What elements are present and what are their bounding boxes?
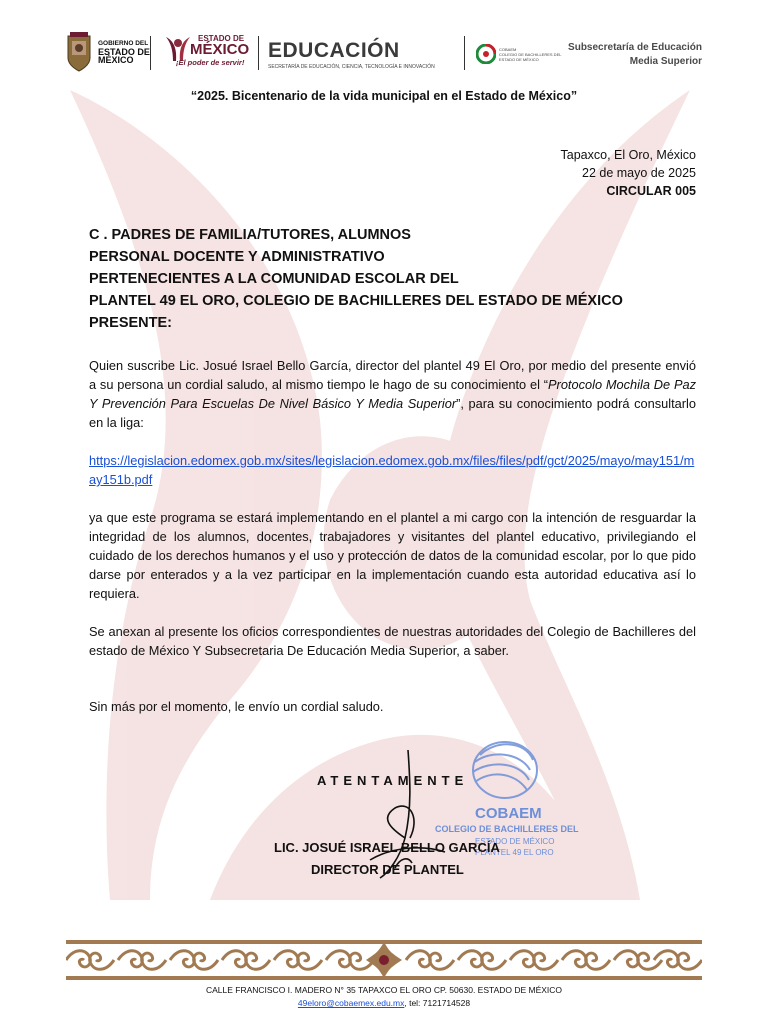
edomex-line1: ESTADO DE <box>198 34 245 43</box>
location: Tapaxco, El Oro, México <box>560 148 696 162</box>
protocol-link[interactable]: https://legislacion.edomex.gob.mx/sites/legislacion.edomex.gob.mx/files/files/pdf/gct/2025/mayo/may151/may151b.pdf <box>89 453 695 487</box>
recipient-line: C . PADRES DE FAMILIA/TUTORES, ALUMNOS <box>89 227 411 243</box>
subsec-line2: Media Superior <box>629 56 702 67</box>
recipients-block <box>89 224 623 334</box>
coat-of-arms-icon <box>66 32 92 72</box>
seal-line2: ESTADO DE MÉXICO <box>475 837 555 846</box>
seal-line1: COLEGIO DE BACHILLERES DEL <box>435 824 579 834</box>
gob-line2: ESTADO DE <box>98 47 150 57</box>
divider <box>258 36 259 70</box>
seal-title: COBAEM <box>475 805 542 822</box>
cobaem-icon <box>476 44 496 64</box>
edomex-slogan: ¡El poder de servir! <box>176 58 245 67</box>
intro-text-end: ”, para su conocimiento podrá consultarlo en la liga: <box>89 396 696 430</box>
educacion-title: EDUCACIÓN <box>268 39 400 62</box>
divider <box>150 36 151 70</box>
recipient-line: PERTENECIENTES A LA COMUNIDAD ESCOLAR DEL <box>89 271 459 287</box>
intro-text: Quien suscribe Lic. Josué Israel Bello García, director del plantel 49 El Oro, por medio del presente envió a su persona un cordial saludo, al mismo tiempo le hago de su conocimiento el “ <box>89 358 696 392</box>
recipient-line: PRESENTE: <box>89 315 172 331</box>
closing-atentamente: ATENTAMENTE <box>317 773 469 788</box>
signer-role: DIRECTOR DE PLANTEL <box>311 862 464 877</box>
paragraph-program: ya que este programa se estará implementando en el plantel a mi cargo con la intención de resguardar la integridad de los alumnos, docentes, trabajadores y visitantes del plantel educativo, privilegiando el cuidado de los derechos humanos y el uso y protección de datos de la comunidad escolar, por lo que pido darse por enterados y a la vez participar en la implementación cuando esta autoridad educativa así lo requiera. <box>89 510 696 601</box>
educacion-subtitle: SECRETARÍA DE EDUCACIÓN, CIENCIA, TECNOLOGÍA E INNOVACIÓN <box>268 64 435 70</box>
cobaem-line1: COBAEM <box>499 46 517 52</box>
date: 22 de mayo de 2025 <box>582 166 696 180</box>
address-line: CALLE FRANCISCO I. MADERO N° 35 TAPAXCO EL ORO CP. 50630. ESTADO DE MÉXICO <box>205 985 563 995</box>
footer-address <box>0 984 768 1010</box>
cobaem-line3: ESTADO DE MÉXICO <box>499 56 539 62</box>
place-date-block <box>561 146 696 200</box>
edomex-logo <box>160 34 249 67</box>
subsecretaria-label <box>568 41 702 69</box>
letterhead <box>0 0 768 103</box>
gobierno-edomex-logo <box>66 32 150 72</box>
footer-phone: , tel: 7121714528 <box>404 998 471 1008</box>
signer-name: LIC. JOSUÉ ISRAEL BELLO GARCÍA <box>274 840 500 855</box>
divider <box>464 36 465 70</box>
cobaem-logo <box>476 44 561 64</box>
subsec-line1: Subsecretaría de Educación <box>568 42 702 53</box>
footer-email-link[interactable]: 49eloro@cobaemex.edu.mx <box>297 998 405 1008</box>
gob-line3: MÉXICO <box>98 55 134 65</box>
paragraph-closing: Sin más por el momento, le envío un cordial saludo. <box>89 699 384 714</box>
paragraph-annex: Se anexan al presente los oficios correspondientes de nuestras autoridades del Colegio de Bachilleres del estado de México Y Subsecretaria De Educación Media Superior, a saber. <box>89 624 696 658</box>
paragraph-intro <box>89 356 696 432</box>
seal-line3: PLANTEL 49 EL ORO <box>475 848 554 857</box>
edomex-line2: MÉXICO <box>190 41 250 58</box>
cobaem-line2: COLEGIO DE BACHILLERES DEL <box>499 51 562 57</box>
ornamental-border <box>66 940 702 980</box>
protocol-title: Protocolo Mochila De Paz Y Prevención Para Escuelas De Nivel Básico Y Media Superior <box>89 377 696 411</box>
educacion-logo <box>268 39 435 70</box>
circular-number: CIRCULAR 005 <box>606 184 696 198</box>
gob-line1: GOBIERNO DEL <box>98 40 149 47</box>
year-motto: “2025. Bicentenario de la vida municipal en el Estado de México” <box>190 89 578 103</box>
recipient-line: PLANTEL 49 EL ORO, COLEGIO DE BACHILLERES DEL ESTADO DE MÉXICO <box>89 293 623 309</box>
recipient-line: PERSONAL DOCENTE Y ADMINISTRATIVO <box>89 249 385 265</box>
